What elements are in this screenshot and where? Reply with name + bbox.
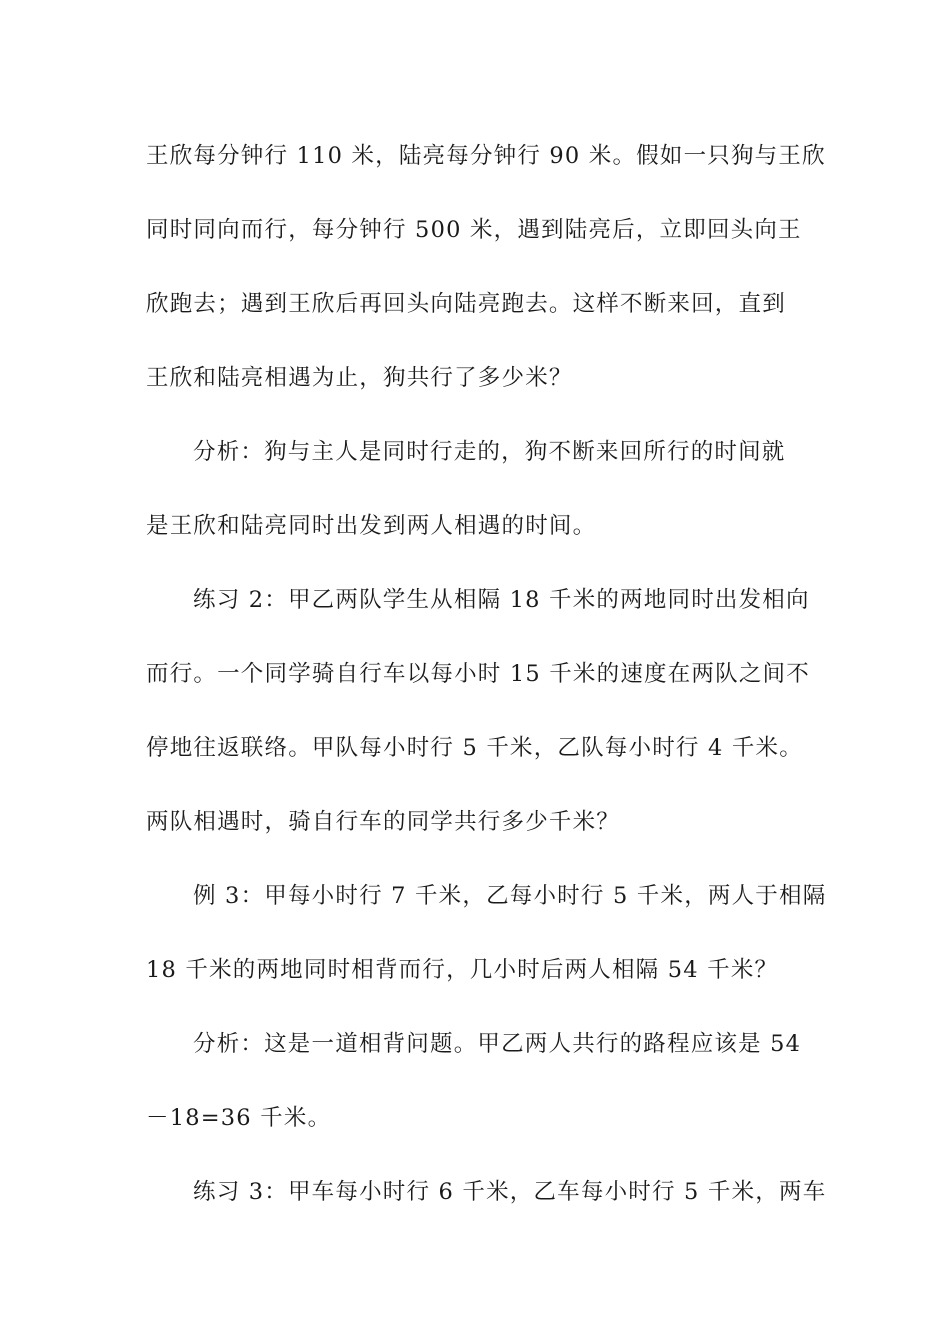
text-line: 而行。一个同学骑自行车以每小时 15 千米的速度在两队之间不	[146, 661, 810, 687]
text-line: 欣跑去；遇到王欣后再回头向陆亮跑去。这样不断来回，直到	[146, 291, 786, 317]
text-line: 同时同向而行，每分钟行 500 米，遇到陆亮后，立即回头向王	[146, 217, 802, 243]
document-body	[146, 126, 827, 1236]
text-line: 18 千米的两地同时相背而行，几小时后两人相隔 54 千米？	[146, 957, 779, 983]
text-line: 分析：狗与主人是同时行走的，狗不断来回所行的时间就	[193, 439, 786, 465]
text-line: 分析：这是一道相背问题。甲乙两人共行的路程应该是 54	[193, 1031, 802, 1057]
text-line: 停地往返联络。甲队每小时行 5 千米，乙队每小时行 4 千米。	[146, 735, 803, 761]
text-line: 练习 2：甲乙两队学生从相隔 18 千米的两地同时出发相向	[193, 587, 810, 613]
text-line: 两队相遇时，骑自行车的同学共行多少千米？	[146, 809, 621, 835]
text-line: 王欣每分钟行 110 米，陆亮每分钟行 90 米。假如一只狗与王欣	[146, 143, 826, 169]
text-line: 例 3：甲每小时行 7 千米，乙每小时行 5 千米，两人于相隔	[193, 883, 827, 909]
text-line: －18=36 千米。	[146, 1105, 332, 1131]
text-line: 是王欣和陆亮同时出发到两人相遇的时间。	[146, 513, 597, 539]
text-line: 王欣和陆亮相遇为止，狗共行了多少米？	[146, 365, 573, 391]
text-line: 练习 3：甲车每小时行 6 千米，乙车每小时行 5 千米，两车	[193, 1179, 827, 1205]
